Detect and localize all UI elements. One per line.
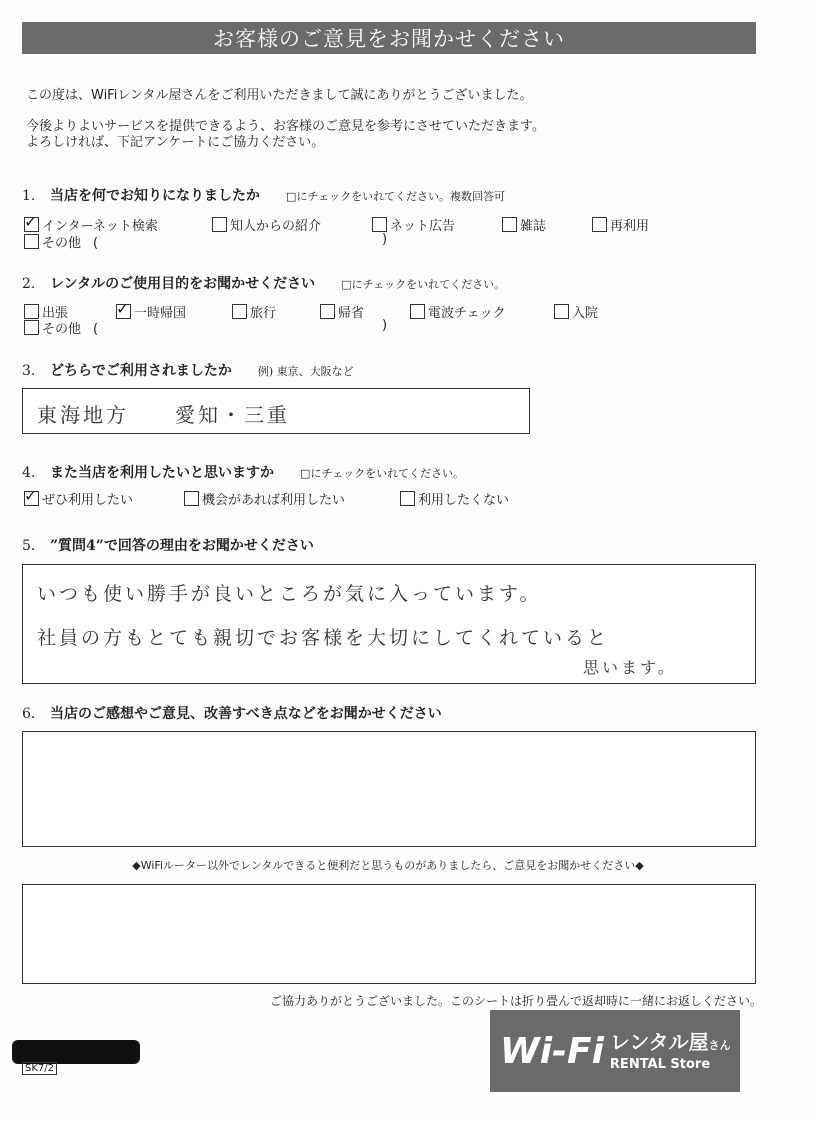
logo-sub: RENTAL Store [609,1056,711,1072]
checkbox-icon[interactable] [372,217,387,232]
checkbox-checked-icon[interactable] [24,217,39,232]
checkbox-icon[interactable] [24,234,39,249]
q5-number: 5. [22,538,36,554]
redaction-bar [12,1040,140,1064]
checkbox-icon[interactable] [502,217,517,232]
q2-title: レンタルのご使用目的をお聞かせください [50,276,316,292]
q5-answer-line-2: 社員の方もとても親切でお客様を大切にしてくれていると [37,627,610,649]
logo-suffix: さん [708,1038,731,1052]
q1-option-label: その他 [42,236,82,251]
q2-option-label: その他 [42,322,82,337]
q2-option-travel[interactable] [232,302,276,321]
q1-title: 当店を何でお知りになりましたか [50,188,260,204]
q2-option-homecoming[interactable] [320,302,364,321]
q1-option-referral[interactable] [212,215,321,234]
checkbox-icon[interactable] [320,304,335,319]
logo-text-block [610,1031,731,1072]
q2-heading [22,273,505,293]
q4-option-if-chance[interactable] [184,489,345,508]
q2-option-other[interactable] [24,318,98,337]
q4-note: □にチェックをいれてください。 [300,467,465,480]
q4-heading [22,462,464,482]
q2-option-label: 帰省 [338,306,365,321]
q3-heading [22,360,354,380]
paren-close: ) [382,318,388,333]
q1-heading [22,185,505,205]
q4-number: 4. [22,465,36,481]
q5-title: ”質問4”で回答の理由をお聞かせください [50,538,314,554]
paren-open: ( [93,322,99,337]
logo-wifi-mark: Wi-Fi [500,1030,604,1072]
paren-open: ( [93,236,99,251]
q4-option-definitely[interactable] [24,489,133,508]
q1-option-label: 再利用 [610,219,650,234]
q4-option-label: ぜひ利用したい [42,493,134,508]
q2-note: □にチェックをいれてください。 [341,278,506,291]
q4-option-label: 機会があれば利用したい [202,493,346,508]
q5-answer-line-1: いつも使い勝手が良いところが気に入っています。 [37,583,542,605]
sheet-code: SK7/2 [22,1062,57,1075]
checkbox-checked-icon[interactable] [116,304,131,319]
q5-answer-box[interactable] [22,564,756,684]
q2-option-signal-check[interactable] [410,302,506,321]
q6-number: 6. [22,706,36,722]
checkbox-icon[interactable] [400,491,415,506]
logo-name: レンタル屋 [609,1029,709,1054]
q1-option-magazine[interactable] [502,215,546,234]
intro-line-3: よろしければ、下記アンケートにご協力ください。 [26,135,325,150]
q2-option-label: 電波チェック [428,306,506,321]
q4-option-label: 利用したくない [418,493,510,508]
q1-note: □にチェックをいれてください。複数回答可 [286,190,506,203]
q2-option-label: 入院 [572,306,599,321]
q1-option-label: 雑誌 [520,219,547,234]
q2-option-label: 出張 [42,306,69,321]
footer-thanks: ご協力ありがとうございました。このシートは折り畳んで返却時に一緒にお返しください。 [270,994,763,1008]
q3-answer-text: 東海地方 愛知・三重 [37,403,290,427]
q6-title: 当店のご感想やご意見、改善すべき点などをお聞かせください [50,706,442,722]
checkbox-icon[interactable] [24,320,39,335]
q6-answer-box[interactable] [22,731,756,847]
checkbox-icon[interactable] [592,217,607,232]
q7-prompt: ◆WiFiルーター以外でレンタルできると便利だと思うものがありましたら、ご意見をお聞かせください◆ [132,859,644,872]
paren-close: ) [382,232,388,247]
q1-option-label: 知人からの紹介 [230,219,322,234]
checkbox-checked-icon[interactable] [24,491,39,506]
q2-option-label: 旅行 [250,306,277,321]
checkbox-icon[interactable] [554,304,569,319]
q1-option-other[interactable] [24,232,98,251]
q3-answer-box[interactable] [22,388,530,434]
q2-option-temporary-return[interactable] [116,302,186,321]
q1-option-label: インターネット検索 [42,219,158,234]
q4-title: また当店を利用したいと思いますか [50,465,274,481]
checkbox-icon[interactable] [24,304,39,319]
checkbox-icon[interactable] [184,491,199,506]
survey-title: お客様のご意見をお聞かせください [213,27,565,51]
checkbox-icon[interactable] [410,304,425,319]
q1-number: 1. [22,188,36,204]
q5-answer-line-3: 思います。 [583,658,677,677]
checkbox-icon[interactable] [232,304,247,319]
q3-title: どちらでご利用されましたか [50,363,232,379]
q3-note: 例) 東京、大阪など [257,365,354,378]
q6-heading [22,703,442,723]
q3-number: 3. [22,363,36,379]
wifi-rental-logo [490,1010,740,1092]
checkbox-icon[interactable] [212,217,227,232]
q2-option-label: 一時帰国 [134,306,187,321]
q4-option-no[interactable] [400,489,509,508]
q1-option-label: ネット広告 [390,219,456,234]
q1-option-reuse[interactable] [592,215,649,234]
q7-answer-box[interactable] [22,884,756,984]
q2-option-hospital[interactable] [554,302,598,321]
intro-line-2: 今後よりよいサービスを提供できるよう、お客様のご意見を参考にさせていただきます。 [26,119,545,134]
intro-line-1: この度は、WiFiレンタル屋さんをご利用いただきまして誠にありがとうございました。 [26,88,533,103]
q2-number: 2. [22,276,36,292]
q5-heading [22,535,314,555]
survey-header-banner [22,22,756,54]
